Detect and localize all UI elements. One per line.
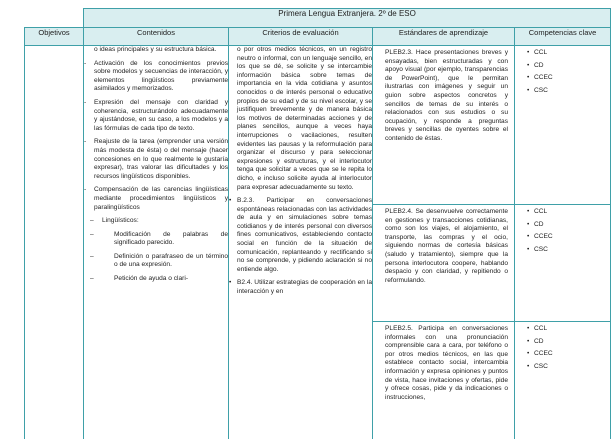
- objetivos-cell: [25, 46, 84, 439]
- contenidos-list: [84, 46, 228, 284]
- list-item: o ideas principales y su estructura básica.: [94, 46, 217, 53]
- header-competencias: Competencias clave: [515, 28, 611, 46]
- competencia-item: • CD: [527, 221, 606, 230]
- competencia-item: • CCL: [527, 49, 606, 58]
- competencia-item: • CCL: [527, 208, 606, 217]
- blank-corner: [25, 9, 84, 28]
- estandar-text: PLEB2.5. Participa en conversaciones informales con una pronunciación comprensible cara a cara, por teléfono o por otros medios técnicos, en las que establece contacto social, intercambia información y expresa opiniones y puntos de vista, hace invitaciones y ofertas, pide y ofrece cosas, pide y da indicaciones o instrucciones,: [385, 325, 508, 401]
- list-item: – Petición de ayuda o clari-: [90, 275, 228, 284]
- competencias-block: [515, 322, 610, 380]
- header-objetivos: Objetivos: [25, 28, 84, 46]
- competencias-block: [515, 205, 610, 322]
- linguisticos-list: [90, 217, 228, 284]
- list-item: - Expresión del mensaje con claridad y coherencia, estructurándolo adecuadamente y ajustándose, en su caso, a los modelos y a las fórmulas de cada tipo de texto.: [84, 99, 228, 133]
- list-item: - Compensación de las carencias lingüísticas mediante procedimientos lingüísticos y paralingüísticos: [84, 186, 228, 212]
- competencia-item: • CD: [527, 338, 606, 347]
- competencia-item: • CCL: [527, 325, 606, 334]
- criterios-list: [229, 46, 372, 297]
- estandares-cell: [373, 46, 515, 439]
- header-contenidos: Contenidos: [84, 28, 229, 46]
- header-estandares: Estándares de aprendizaje: [373, 28, 515, 46]
- competencia-item: • CCEC: [527, 74, 606, 83]
- list-item: o por otros medios técnicos, en un registro neutro o informal, con un lenguaje sencillo, en los que se dé, se solicite y se intercambie información básica sobre temas de importancia en la vida cotidiana y asuntos conocidos o de interés personal o educativo propios de su edad y de su nivel escolar, y se justifiquen brevemente y de manera básica los motivos de determinadas acciones y de planes sencillos, aunque a veces haya interrupciones o vacilaciones, resulten evidentes las pausas y la reformulación para organizar el discurso y para seleccionar expresiones y estructuras, y el interlocutor tenga que solicitar a veces que se le repita lo dicho, e incluso solicite ayuda al interlocutor para expresar adecuadamente su texto.: [237, 46, 372, 191]
- list-item: • B.2.3. Participar en conversaciones espontáneas relacionadas con las actividades de aula y en simulaciones sobre temas cotidianos y de interés personal con diversos fines comunicativos, estableciendo contacto social en función de la situación de comunicación, replanteando y rectificando si no se comprende, y pidiendo aclaración si no entiende algo.: [229, 197, 372, 274]
- competencia-item: • CCEC: [527, 233, 606, 242]
- list-item: - Activación de los conocimientos previos sobre modelos y secuencias de interacción, y elementos lingüísticos previamente asimilados y memorizados.: [84, 60, 228, 94]
- list-item: – Definición o parafraseo de un término o de una expresión.: [90, 253, 228, 270]
- estandar-block: [373, 322, 514, 407]
- estandar-text: PLEB2.4. Se desenvuelve correctamente en gestiones y transacciones cotidianas, como son los viajes, el alojamiento, el transporte, las compras y el ocio, siguiendo normas de cortesía básicas (saludo y tratamiento), siempre que la persona interlocutora coopere, hablando despacio y con claridad, y repitiendo o reformulando.: [385, 208, 508, 284]
- linguisticos-group: [84, 217, 228, 284]
- estandar-text: PLEB2.3. Hace presentaciones breves y ensayadas, bien estructuradas y con apoyo visual (por ejemplo, transparencias de PowerPoint), que le permitan ilustrarlas con imágenes y seguir un guion sobre aspectos concretos y sencillos de temas de su interés o relacionados con sus estudios o su ocupación, y responde a preguntas breves y sencillas de oyentes sobre el contenido de éstas.: [385, 49, 508, 142]
- list-item: - Reajuste de la tarea (emprender una versión más modesta de ésta) o del mensaje (hacer concesiones en lo que realmente le gustaría expresar), tras valorar las dificultades y los recursos lingüísticos disponibles.: [84, 138, 228, 181]
- curriculum-table: [24, 8, 611, 439]
- header-criterios: Criterios de evaluación: [229, 28, 373, 46]
- list-item: • B2.4. Utilizar estrategias de cooperación en la interacción y en: [229, 279, 372, 296]
- competencia-item: • CSC: [527, 246, 606, 255]
- competencias-cell: [515, 46, 611, 439]
- estandar-block: [373, 46, 514, 205]
- criterios-cell: [229, 46, 373, 439]
- competencia-item: • CSC: [527, 87, 606, 96]
- list-item: – Modificación de palabras de significado parecido.: [90, 231, 228, 248]
- estandar-block: [373, 205, 514, 322]
- competencia-item: • CCEC: [527, 350, 606, 359]
- competencia-item: • CSC: [527, 363, 606, 372]
- linguisticos-label: – Lingüísticos:: [90, 217, 228, 226]
- contenidos-cell: [84, 46, 229, 439]
- table-title: Primera Lengua Extranjera. 2º de ESO: [84, 9, 611, 28]
- competencias-block: [515, 46, 610, 205]
- competencia-item: • CD: [527, 62, 606, 71]
